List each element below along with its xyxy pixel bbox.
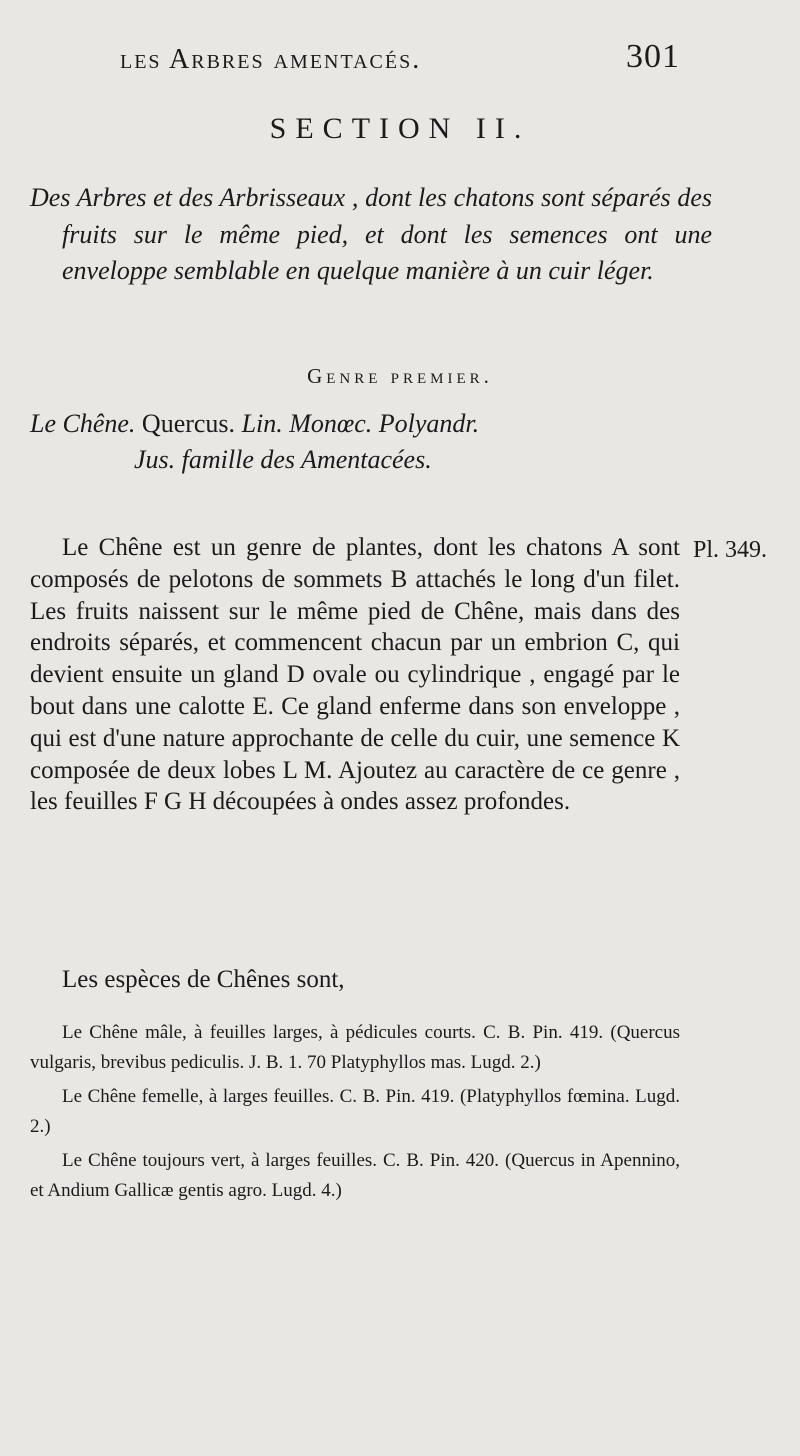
genus-line-1	[30, 406, 690, 442]
species-entry: Le Chêne toujours vert, à larges feuilles. C. B. Pin. 420. (Quercus in Apennino, et Andium Gallicæ gentis agro. Lugd. 4.)	[30, 1150, 680, 1201]
plate-reference: Pl. 349.	[693, 537, 768, 563]
section-title: SECTION II.	[269, 112, 531, 145]
genus-heading	[30, 406, 690, 478]
species-list	[30, 1018, 680, 1210]
genus-classification: Lin. Monœc. Polyandr.	[241, 409, 480, 438]
species-entry: Le Chêne femelle, à larges feuilles. C. B. Pin. 419. (Platyphyllos fœmina. Lugd. 2.)	[30, 1086, 680, 1137]
running-head	[120, 38, 680, 76]
page-number: 301	[626, 38, 680, 75]
genus-family: Jus. famille des Amentacées.	[134, 445, 432, 474]
section-intro: Des Arbres et des Arbrisseaux , dont les chatons sont séparés des fruits sur le même pied, et dont les semences ont une enveloppe semblable en quelque manière à un cuir léger.	[30, 183, 712, 285]
species-entry: Le Chêne mâle, à feuilles larges, à pédicules courts. C. B. Pin. 419. (Quercus vulgaris, brevibus pediculis. J. B. 1. 70 Platyphyllos mas. Lugd. 2.)	[30, 1022, 680, 1073]
genus-latin: Quercus.	[135, 409, 242, 438]
genre-heading: Genre premier.	[307, 364, 493, 388]
genus-name: Le Chêne.	[30, 409, 136, 438]
genus-description: Le Chêne est un genre de plantes, dont les chatons A sont composés de pelotons de sommets B attachés le long d'un filet. Les fruits naissent sur le même pied de Chêne, mais dans des endroits séparés, et commencent chacun par un embrion C, qui devient ensuite un gland D ovale ou cylindrique , engagé par le bout dans une calotte E. Ce gland enferme dans son enveloppe , qui est d'une nature approchante de celle du cuir, une semence K composée de deux lobes L M. Ajoutez au caractère de ce genre , les feuilles F G H découpées à ondes assez profondes.	[30, 534, 680, 816]
running-head-title: les Arbres amentacés.	[120, 44, 422, 75]
species-heading: Les espèces de Chênes sont,	[62, 966, 345, 993]
